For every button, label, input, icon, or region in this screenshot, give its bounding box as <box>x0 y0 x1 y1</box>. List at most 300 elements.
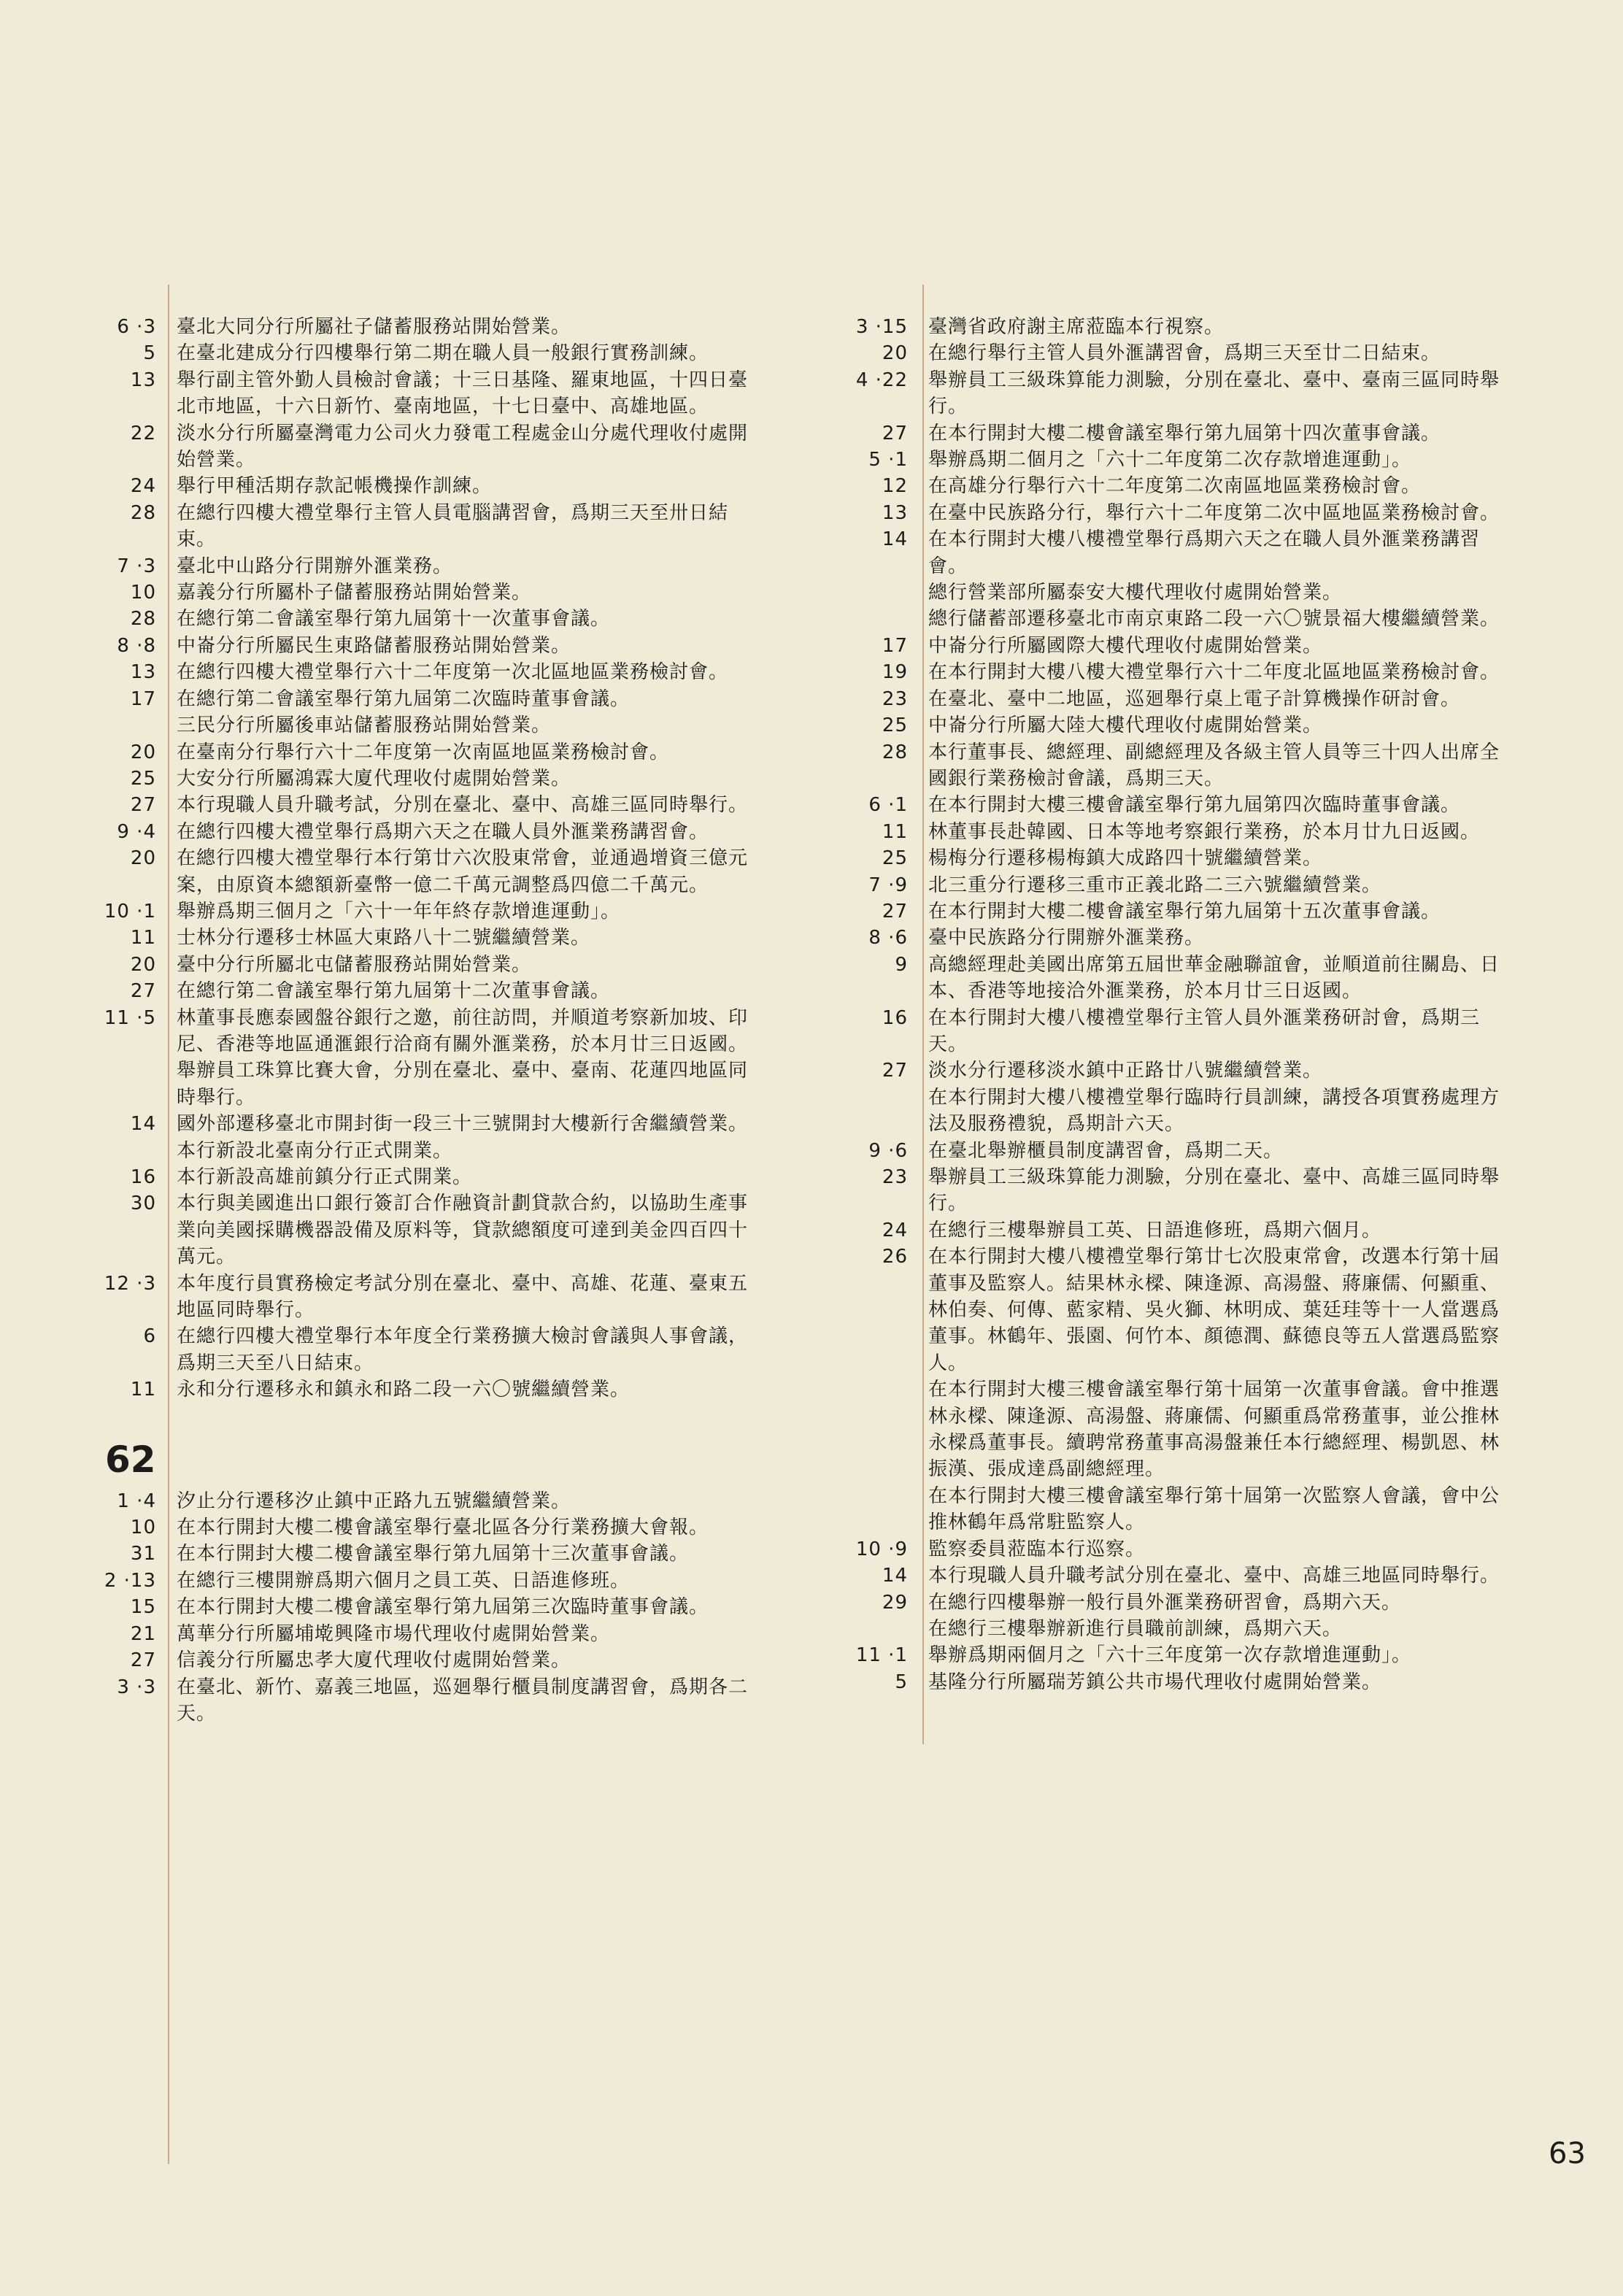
entry-text: 基隆分行所屬瑞芳鎮公共市場代理收付處開始營業。 <box>928 1671 1382 1693</box>
chronology-entry <box>88 766 766 792</box>
chronology-entry <box>839 659 1518 685</box>
entry-day: 17 <box>882 634 908 657</box>
entry-month: 3 · <box>117 1676 144 1698</box>
entry-text: 三民分行所屬後車站儲蓄服務站開始營業。 <box>177 714 552 737</box>
entry-date <box>88 1376 166 1403</box>
entry-date <box>88 473 166 499</box>
entry-day: 20 <box>882 342 908 365</box>
entry-text: 林董事長應泰國盤谷銀行之邀，前往訪問，并順道考察新加坡、印尼、香港等地區通滙銀行洽商有關外滙業務，於本月廿三日返國。 <box>177 1006 749 1055</box>
chronology-entry <box>88 633 766 659</box>
entry-month: 3 · <box>855 316 882 338</box>
entry-date <box>839 819 918 845</box>
entry-day: 25 <box>882 847 908 870</box>
entry-day: 1 <box>895 794 908 817</box>
entry-date <box>88 1621 166 1647</box>
entry-text: 汐止分行遷移汐止鎮中正路九五號繼續營業。 <box>177 1490 571 1512</box>
chronology-entry <box>839 845 1518 871</box>
chronology-entry <box>88 553 766 579</box>
entry-text: 臺中民族路分行開辦外滙業務。 <box>928 927 1205 949</box>
entry-date <box>88 1568 166 1594</box>
entry-day: 16 <box>130 1166 156 1188</box>
entry-date <box>88 925 166 951</box>
entry-day: 27 <box>130 1649 156 1672</box>
entry-text: 本行現職人員升職考試分別在臺北、臺中、高雄三地區同時舉行。 <box>928 1565 1500 1587</box>
entry-text: 信義分行所屬忠孝大廈代理收付處開始營業。 <box>177 1649 571 1672</box>
entry-date <box>839 1005 918 1031</box>
entry-text: 舉行甲種活期存款記帳機操作訓練。 <box>177 475 493 498</box>
chronology-entry <box>839 819 1518 845</box>
entry-text: 臺灣省政府謝主席蒞臨本行視察。 <box>928 316 1225 338</box>
entry-date <box>88 686 166 712</box>
chronology-entry <box>839 686 1518 712</box>
entry-text: 萬華分行所屬埔墘興隆市場代理收付處開始營業。 <box>177 1622 611 1645</box>
entry-text: 在本行開封大樓二樓會議室舉行第九屆第十四次董事會議。 <box>928 422 1441 444</box>
entry-month: 2 · <box>104 1569 131 1592</box>
chronology-entry <box>88 1488 766 1514</box>
chronology-entry <box>88 686 766 712</box>
entry-date <box>88 659 166 685</box>
entry-date <box>839 845 918 871</box>
chronology-entry <box>88 845 766 898</box>
entry-date <box>88 952 166 978</box>
entry-month: 11 · <box>104 1006 144 1029</box>
chronology-entry <box>839 633 1518 659</box>
entry-date <box>839 1138 918 1164</box>
entry-date <box>88 739 166 766</box>
entry-date <box>839 686 918 712</box>
chronology-entry <box>839 925 1518 951</box>
entry-day: 3 <box>143 1272 156 1295</box>
entry-day: 27 <box>882 422 908 444</box>
chronology-entry <box>88 606 766 632</box>
entry-text: 中崙分行所屬國際大樓代理收付處開始營業。 <box>928 634 1323 657</box>
entry-text: 中崙分行所屬大陸大樓代理收付處開始營業。 <box>928 714 1323 737</box>
entry-day: 29 <box>882 1591 908 1614</box>
entry-day: 5 <box>895 1671 908 1693</box>
entry-day: 23 <box>882 1166 908 1188</box>
entry-month: 12 · <box>104 1272 144 1295</box>
entry-date <box>839 659 918 685</box>
chronology-entry <box>88 1647 766 1673</box>
chronology-entry <box>839 1616 1518 1642</box>
entry-day: 10 <box>130 582 156 604</box>
entry-day: 14 <box>130 1113 156 1136</box>
entry-text: 在臺北舉辦櫃員制度講習會，爲期二天。 <box>928 1139 1284 1162</box>
entry-day: 3 <box>143 555 156 577</box>
entry-date <box>88 420 166 447</box>
chronology-entry <box>88 340 766 366</box>
chronology-entry <box>88 1376 766 1403</box>
entry-date <box>839 792 918 818</box>
entry-text: 在總行三樓開辦爲期六個月之員工英、日語進修班。 <box>177 1569 631 1592</box>
entry-day: 14 <box>882 528 908 551</box>
chronology-entry <box>839 1376 1518 1483</box>
chronology-entry <box>839 606 1518 632</box>
entry-day: 1 <box>143 900 156 922</box>
entry-date <box>88 1594 166 1620</box>
entry-text: 士林分行遷移士林區大東路八十二號繼續營業。 <box>177 927 591 949</box>
entry-month: 7 · <box>868 874 895 896</box>
entry-text: 北三重分行遷移三重市正義北路二三六號繼續營業。 <box>928 874 1382 896</box>
chronology-entry <box>839 1483 1518 1536</box>
entry-day: 1 <box>895 449 908 471</box>
entry-date <box>88 606 166 632</box>
chronology-entry <box>88 1138 766 1164</box>
chronology-entry <box>839 579 1518 606</box>
entry-text: 總行營業部所屬泰安大樓代理收付處開始營業。 <box>928 582 1343 604</box>
page-number: 63 <box>1549 2137 1586 2170</box>
entry-date <box>839 1563 918 1589</box>
entry-text: 中崙分行所屬民生東路儲蓄服務站開始營業。 <box>177 634 571 657</box>
entry-text: 在臺南分行舉行六十二年度第一次南區地區業務檢討會。 <box>177 741 670 763</box>
entry-text: 本行董事長、總經理、副總經理及各級主管人員等三十四人出席全國銀行業務檢討會議，爲期三天。 <box>928 741 1500 790</box>
chronology-entry <box>839 314 1518 340</box>
chronology-entry <box>839 898 1518 925</box>
chronology-entry <box>88 420 766 474</box>
entry-day: 8 <box>143 634 156 657</box>
entry-date <box>839 500 918 526</box>
entry-date <box>839 925 918 951</box>
entry-text: 在本行開封大樓二樓會議室舉行第九屆第十三次董事會議。 <box>177 1543 690 1565</box>
chronology-entry <box>839 447 1518 473</box>
entry-day: 9 <box>895 953 908 976</box>
entry-text: 在總行第二會議室舉行第九屆第二次臨時董事會議。 <box>177 687 631 710</box>
entry-month: 6 · <box>117 316 144 338</box>
entry-day: 23 <box>882 687 908 710</box>
entry-date <box>839 1058 918 1084</box>
entry-text: 在本行開封大樓八樓禮堂舉行臨時行員訓練，講授各項實務處理方法及服務禮貌，爲期計六天。 <box>928 1086 1500 1136</box>
entry-text: 本行新設高雄前鎮分行正式開業。 <box>177 1166 473 1188</box>
chronology-entry <box>88 819 766 845</box>
entry-date <box>839 420 918 447</box>
entry-date <box>88 314 166 340</box>
entry-date <box>839 633 918 659</box>
entry-day: 24 <box>882 1219 908 1241</box>
entry-day: 16 <box>882 1006 908 1029</box>
entry-month: 9 · <box>117 820 144 843</box>
entry-day: 22 <box>130 422 156 444</box>
entry-day: 20 <box>130 953 156 976</box>
entry-date <box>839 1536 918 1563</box>
entry-day: 3 <box>143 316 156 338</box>
entry-month: 6 · <box>868 794 895 817</box>
chronology-entry <box>839 420 1518 447</box>
chronology-entry <box>839 1005 1518 1058</box>
chronology-entry <box>88 952 766 978</box>
chronology-entry <box>88 1568 766 1594</box>
entry-text: 在臺北建成分行四樓舉行第二期在職人員一般銀行實務訓練。 <box>177 342 709 365</box>
chronology-entry <box>88 925 766 951</box>
entry-day: 20 <box>130 741 156 763</box>
entry-text: 國外部遷移臺北市開封街一段三十三號開封大樓新行舍繼續營業。 <box>177 1113 749 1136</box>
chronology-entry <box>88 579 766 606</box>
entry-month: 10 · <box>104 900 144 922</box>
chronology-entry <box>88 1111 766 1137</box>
entry-text: 舉辦員工珠算比賽大會，分別在臺北、臺中、臺南、花蓮四地區同時舉行。 <box>177 1060 749 1109</box>
entry-month: 11 · <box>855 1644 895 1667</box>
entry-day: 1 <box>895 1644 908 1667</box>
entry-text: 在臺北、新竹、嘉義三地區，巡廻舉行櫃員制度講習會，爲期各二天。 <box>177 1676 749 1725</box>
entry-date <box>88 819 166 845</box>
entry-text: 在總行三樓舉辦員工英、日語進修班，爲期六個月。 <box>928 1219 1382 1241</box>
entry-day: 4 <box>143 1490 156 1512</box>
entry-date <box>88 367 166 393</box>
entry-day: 6 <box>895 927 908 949</box>
right-entry-list <box>839 314 1518 1695</box>
entry-day: 13 <box>882 501 908 524</box>
entry-day: 15 <box>882 316 908 338</box>
entry-day: 10 <box>130 1517 156 1539</box>
entry-date <box>839 1164 918 1190</box>
entry-text: 在總行四樓大禮堂舉行爲期六天之在職人員外滙業務講習會。 <box>177 820 709 843</box>
entry-text: 舉辦爲期三個月之「六十一年年終存款增進運動」。 <box>177 900 621 922</box>
entry-day: 31 <box>130 1543 156 1565</box>
entry-date <box>88 1488 166 1514</box>
chronology-entry <box>839 526 1518 579</box>
entry-text: 在總行四樓大禮堂舉行本行第廿六次股東常會，並通過增資三億元案，由原資本總額新臺幣一億二千萬元調整爲四億二千萬元。 <box>177 847 749 896</box>
entry-month: 7 · <box>117 555 144 577</box>
chronology-entry <box>88 712 766 739</box>
entry-date <box>88 1323 166 1349</box>
entry-text: 在總行第二會議室舉行第九屆第十二次董事會議。 <box>177 980 611 1003</box>
chronology-entry <box>88 473 766 499</box>
entry-text: 在本行開封大樓八樓禮堂舉行主管人員外滙業務研討會，爲期三天。 <box>928 1006 1481 1055</box>
entry-day: 11 <box>882 820 908 843</box>
entry-text: 在臺中民族路分行，舉行六十二年度第二次中區地區業務檢討會。 <box>928 501 1500 524</box>
entry-text: 在本行開封大樓三樓會議室舉行第九屆第四次臨時董事會議。 <box>928 794 1461 817</box>
chronology-entry <box>88 1674 766 1727</box>
entry-date <box>88 1647 166 1673</box>
chronology-entry <box>88 659 766 685</box>
entry-date <box>88 553 166 579</box>
entry-text: 在本行開封大樓三樓會議室舉行第十屆第一次監察人會議，會中公推林鶴年爲常駐監察人。 <box>928 1484 1500 1534</box>
chronology-entry <box>88 792 766 818</box>
entry-date <box>88 766 166 792</box>
chronology-entry <box>88 367 766 420</box>
entry-text: 在總行三樓舉辦新進行員職前訓練，爲期六天。 <box>928 1617 1343 1640</box>
entry-text: 淡水分行所屬臺灣電力公司火力發電工程處金山分處代理收付處開始營業。 <box>177 422 749 471</box>
entry-date <box>839 739 918 766</box>
entry-text: 高總經理赴美國出席第五屆世華金融聯誼會，並順道前往關島、日本、香港等地接洽外滙業務，於本月廿三日返國。 <box>928 953 1500 1003</box>
chronology-entry <box>839 1590 1518 1616</box>
entry-day: 13 <box>130 661 156 684</box>
entry-text: 在總行四樓大禮堂舉行主管人員電腦講習會，爲期三天至卅日結束。 <box>177 501 729 551</box>
entry-date <box>88 1164 166 1190</box>
entry-date <box>88 1514 166 1541</box>
entry-text: 在本行開封大樓二樓會議室舉行第九屆第十五次董事會議。 <box>928 900 1441 922</box>
entry-text: 在本行開封大樓八樓禮堂舉行爲期六天之在職人員外滙業務講習會。 <box>928 528 1481 577</box>
entry-text: 在總行四樓大禮堂舉行六十二年度第一次北區地區業務檢討會。 <box>177 661 729 684</box>
chronology-entry <box>839 340 1518 366</box>
entry-date <box>839 314 918 340</box>
entry-day: 9 <box>895 1538 908 1560</box>
right-column <box>839 314 1518 1695</box>
entry-date <box>839 340 918 366</box>
entry-day: 14 <box>882 1565 908 1587</box>
entry-text: 永和分行遷移永和鎮永和路二段一六〇號繼續營業。 <box>177 1379 631 1401</box>
entry-date <box>88 500 166 526</box>
entry-text: 楊梅分行遷移楊梅鎮大成路四十號繼續營業。 <box>928 847 1323 870</box>
entry-date <box>88 579 166 606</box>
chronology-entry <box>88 1514 766 1541</box>
entry-month: 5 · <box>868 449 895 471</box>
entry-date <box>88 792 166 818</box>
entry-date <box>88 898 166 925</box>
entry-day: 3 <box>143 1676 156 1698</box>
entry-day: 27 <box>882 900 908 922</box>
entry-day: 13 <box>130 369 156 391</box>
entry-day: 27 <box>130 794 156 817</box>
chronology-entry <box>839 1164 1518 1217</box>
chronology-entry <box>88 898 766 925</box>
entry-date <box>839 712 918 739</box>
entry-text: 舉辦員工三級珠算能力測驗，分別在臺北、臺中、高雄三區同時舉行。 <box>928 1166 1500 1215</box>
entry-day: 17 <box>130 687 156 710</box>
entry-day: 26 <box>882 1246 908 1268</box>
entry-date <box>839 898 918 925</box>
entry-day: 27 <box>882 1060 908 1082</box>
entry-day: 6 <box>143 1325 156 1348</box>
chronology-entry <box>839 792 1518 818</box>
entry-date <box>839 447 918 473</box>
entry-month: 10 · <box>855 1538 895 1560</box>
entry-date <box>88 1271 166 1297</box>
entry-date <box>88 1111 166 1137</box>
chronology-entry <box>88 739 766 766</box>
entry-text: 舉辦員工三級珠算能力測驗，分別在臺北、臺中、臺南三區同時舉行。 <box>928 369 1500 418</box>
chronology-entry <box>839 1138 1518 1164</box>
chronology-entry <box>88 1594 766 1620</box>
entry-text: 在臺北、臺中二地區，巡廻舉行桌上電子計算機操作研討會。 <box>928 687 1461 710</box>
entry-text: 在本行開封大樓三樓會議室舉行第十屆第一次董事會議。會中推選林永樑、陳逢源、高湯盤、蔣廉儒、何顯重爲常務董事，並公推林永樑爲董事長。續聘常務董事高湯盤兼任本行總經理、楊凱恩、林振漢、張成達爲副總經理。 <box>928 1379 1500 1481</box>
entry-date <box>839 1669 918 1695</box>
entry-text: 在總行四樓舉辦一般行員外滙業務研習會，爲期六天。 <box>928 1591 1402 1614</box>
chronology-entry <box>839 1058 1518 1084</box>
chronology-entry <box>839 952 1518 1005</box>
entry-text: 在本行開封大樓二樓會議室舉行第九屆第三次臨時董事會議。 <box>177 1596 709 1619</box>
entry-month: 4 · <box>855 369 882 391</box>
chronology-entry <box>839 1244 1518 1376</box>
chronology-entry <box>839 1669 1518 1695</box>
chronology-entry <box>839 500 1518 526</box>
entry-text: 臺北大同分行所屬社子儲蓄服務站開始營業。 <box>177 316 571 338</box>
entry-text: 在高雄分行舉行六十二年度第二次南區地區業務檢討會。 <box>928 475 1422 498</box>
entry-day: 11 <box>130 1379 156 1401</box>
chronology-entry <box>88 1058 766 1111</box>
chronology-entry <box>88 1621 766 1647</box>
entry-text: 在總行第二會議室舉行第九屆第十一次董事會議。 <box>177 608 611 631</box>
entry-date <box>839 1642 918 1668</box>
entry-date <box>839 367 918 393</box>
entry-text: 在本行開封大樓八樓禮堂舉行第廿七次股東常會，改選本行第十屆董事及監察人。結果林永樑、陳逢源、高湯盤、蔣廉儒、何顯重、林伯奏、何傳、藍家精、吳火獅、林明成、葉廷珪等十一人當選爲董事。林鶴年、張園、何竹本、顏德潤、蘇德良等五人當選爲監察人。 <box>928 1246 1500 1374</box>
left-column <box>88 314 766 1727</box>
chronology-entry <box>88 1164 766 1190</box>
entry-month: 9 · <box>868 1139 895 1162</box>
chronology-entry <box>839 1217 1518 1244</box>
chronology-entry <box>88 1323 766 1376</box>
entry-text: 監察委員蒞臨本行巡察。 <box>928 1538 1146 1560</box>
entry-day: 25 <box>882 714 908 737</box>
chronology-entry <box>88 500 766 553</box>
entry-day: 13 <box>130 1569 156 1592</box>
chronology-entry <box>839 473 1518 499</box>
chronology-entry <box>88 1541 766 1567</box>
entry-day: 4 <box>143 820 156 843</box>
entry-text: 在本行開封大樓二樓會議室舉行臺北區各分行業務擴大會報。 <box>177 1517 709 1539</box>
entry-day: 30 <box>130 1193 156 1215</box>
entry-day: 19 <box>882 661 908 684</box>
entry-date <box>88 340 166 366</box>
entry-day: 12 <box>882 475 908 498</box>
entry-day: 15 <box>130 1596 156 1619</box>
entry-day: 5 <box>143 1006 156 1029</box>
chronology-entry <box>839 1536 1518 1563</box>
entry-day: 28 <box>130 501 156 524</box>
entry-text: 總行儲蓄部遷移臺北市南京東路二段一六〇號景福大樓繼續營業。 <box>928 608 1500 631</box>
entry-day: 21 <box>130 1622 156 1645</box>
chronology-entry <box>839 872 1518 898</box>
entry-date <box>839 1244 918 1270</box>
entry-day: 5 <box>143 342 156 365</box>
entry-date <box>88 978 166 1004</box>
chronology-entry <box>88 1005 766 1058</box>
entry-day: 28 <box>882 741 908 763</box>
entry-date <box>88 845 166 871</box>
entry-text: 在本行開封大樓八樓大禮堂舉行六十二年度北區地區業務檢討會。 <box>928 661 1500 684</box>
entry-date <box>88 1674 166 1700</box>
left-entry-list <box>88 314 766 1403</box>
entry-text: 臺北中山路分行開辦外滙業務。 <box>177 555 453 577</box>
chronology-entry <box>839 1563 1518 1589</box>
entry-date <box>839 526 918 552</box>
entry-month: 8 · <box>868 927 895 949</box>
entry-text: 舉辦爲期二個月之「六十二年度第二次存款增進運動」。 <box>928 449 1412 471</box>
entry-day: 9 <box>895 874 908 896</box>
chronology-entry <box>88 314 766 340</box>
entry-text: 在總行四樓大禮堂舉行本年度全行業務擴大檢討會議與人事會議，爲期三天至八日結束。 <box>177 1325 749 1374</box>
entry-date <box>839 872 918 898</box>
entry-text: 舉辦爲期兩個月之「六十三年度第一次存款增進運動」。 <box>928 1644 1412 1667</box>
entry-day: 11 <box>130 927 156 949</box>
entry-day: 22 <box>882 369 908 391</box>
chronology-entry <box>88 1271 766 1324</box>
entry-month: 8 · <box>117 634 144 657</box>
chronology-entry <box>88 978 766 1004</box>
entry-text: 本行新設北臺南分行正式開業。 <box>177 1139 453 1162</box>
entry-date <box>839 1217 918 1244</box>
entry-text: 林董事長赴韓國、日本等地考察銀行業務，於本月廿九日返國。 <box>928 820 1481 843</box>
entry-day: 25 <box>130 767 156 790</box>
entry-date <box>839 1590 918 1616</box>
chronology-entry <box>88 1190 766 1270</box>
entry-text: 舉行副主管外勤人員檢討會議；十三日基隆、羅東地區，十四日臺北市地區，十六日新竹、臺南地區，十七日臺中、高雄地區。 <box>177 369 749 418</box>
entry-month: 1 · <box>117 1490 144 1512</box>
entry-text: 在總行舉行主管人員外滙講習會，爲期三天至廿二日結束。 <box>928 342 1441 365</box>
entry-day: 6 <box>895 1139 908 1162</box>
entry-day: 24 <box>130 475 156 498</box>
entry-date <box>839 952 918 978</box>
chronology-entry <box>839 739 1518 793</box>
chronology-entry <box>839 712 1518 739</box>
chronology-entry <box>839 367 1518 420</box>
entry-text: 臺中分行所屬北屯儲蓄服務站開始營業。 <box>177 953 532 976</box>
entry-day: 20 <box>130 847 156 870</box>
entry-text: 淡水分行遷移淡水鎮中正路廿八號繼續營業。 <box>928 1060 1323 1082</box>
chronology-entry <box>839 1085 1518 1138</box>
entry-date <box>88 1190 166 1217</box>
entry-text: 本行與美國進出口銀行簽訂合作融資計劃貸款合約，以協助生產事業向美國採購機器設備及原料等，貸款總額度可達到美金四百四十萬元。 <box>177 1193 749 1268</box>
year-heading: 62 <box>105 1438 156 1481</box>
